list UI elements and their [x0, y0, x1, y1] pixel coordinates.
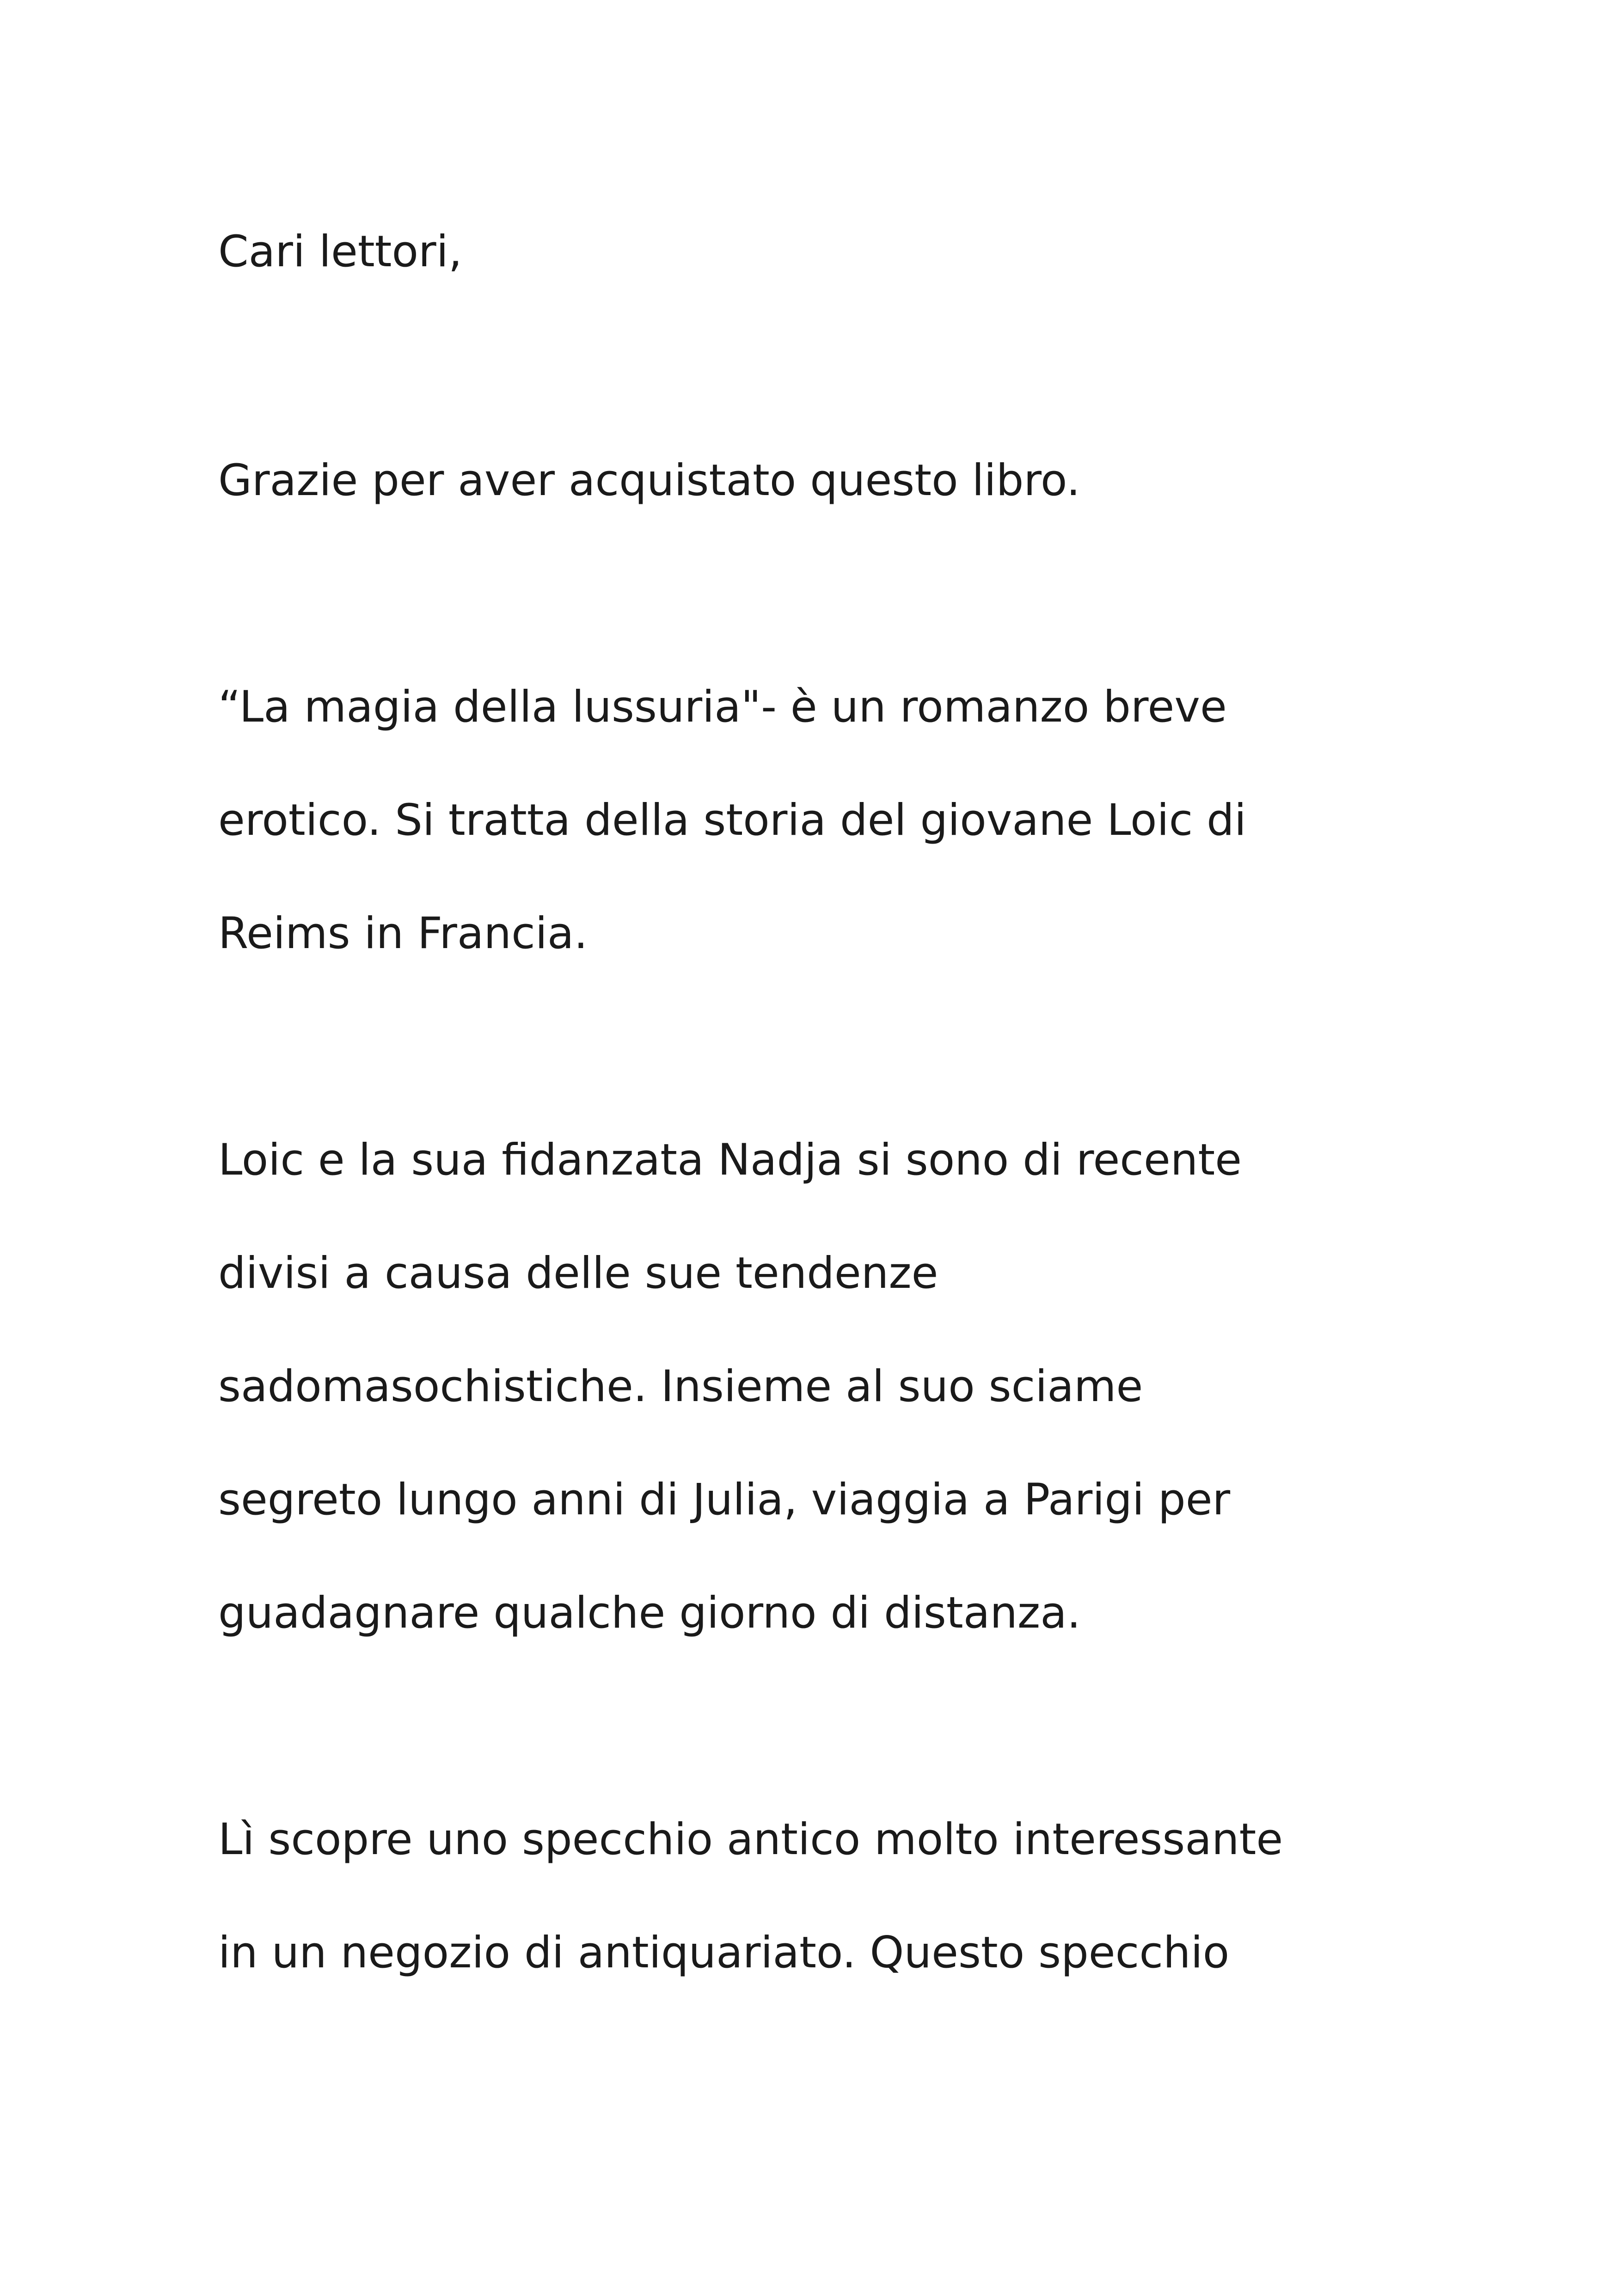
plot-line-4: segreto lungo anni di Julia, viaggia a Parigi per [218, 1475, 1231, 1525]
synopsis-line-1: “La magia della lussuria"- è un romanzo breve [218, 682, 1227, 732]
thanks-paragraph: Grazie per aver acquistato questo libro. [218, 455, 1080, 506]
synopsis-line-3: Reims in Francia. [218, 908, 588, 959]
plot-line-3: sadomasochistiche. Insieme al suo sciame [218, 1361, 1143, 1412]
plot-line-1: Loic e la sua fidanzata Nadja si sono di recente [218, 1135, 1242, 1185]
synopsis-line-2: erotico. Si tratta della storia del giovane Loic di [218, 795, 1246, 845]
plot-line-5: guadagnare qualche giorno di distanza. [218, 1588, 1081, 1638]
mirror-line-1: Lì scopre uno specchio antico molto interessante [218, 1814, 1283, 1865]
plot-line-2: divisi a causa delle sue tendenze [218, 1248, 938, 1298]
mirror-line-2: in un negozio di antiquariato. Questo specchio [218, 1928, 1230, 1978]
salutation: Cari lettori, [218, 227, 462, 277]
